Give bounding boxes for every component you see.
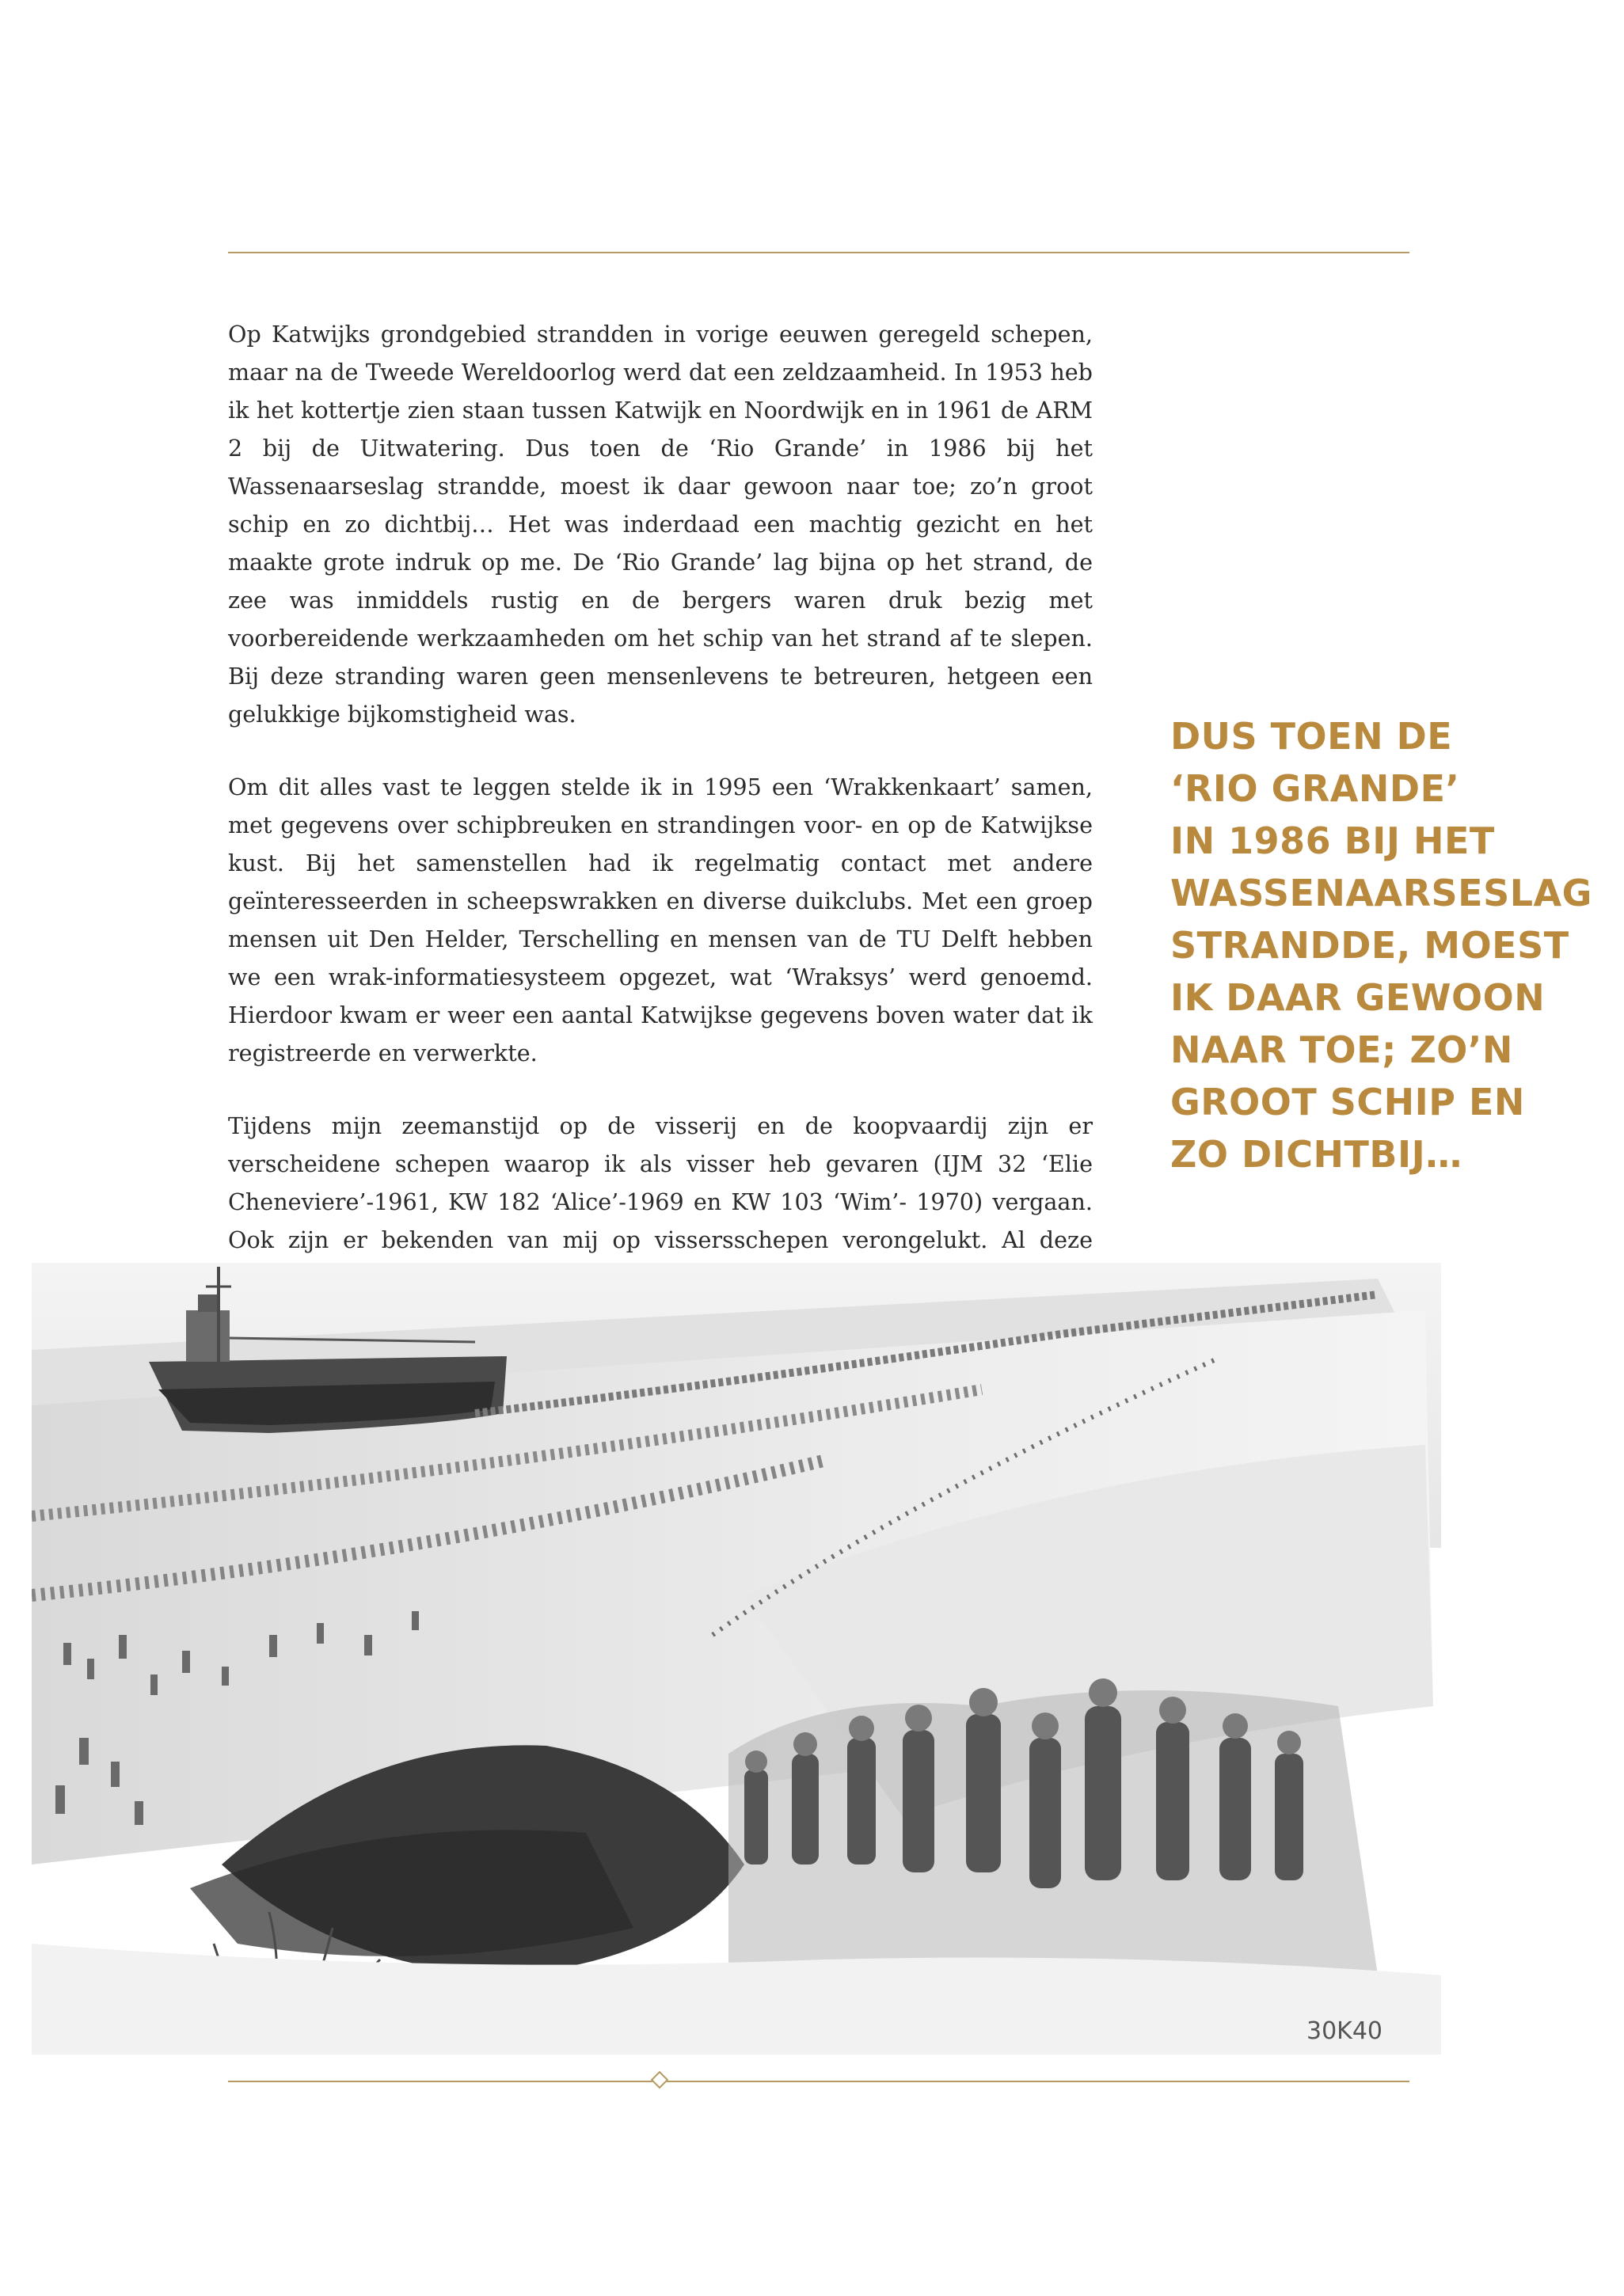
beach-stranding-illustration [32, 1263, 1441, 2055]
bottom-rule [228, 2081, 1409, 2082]
pull-quote-line: ‘RIO GRANDE’ [1170, 767, 1460, 810]
pull-quote-line: STRANDDE, MOEST [1170, 924, 1569, 967]
top-rule [228, 252, 1409, 253]
paragraph-3: Tijdens mijn zeemanstijd op de visserij en de koopvaardij zijn er verscheidene schepen waarop ik als visser heb gevaren (IJM 32 ‘Elie Cheneviere’-1961, KW 182 ‘Alice’-1969 en KW 103 ‘Wim’- 1970) vergaan. Ook zijn er bekenden van mij op vissersschepen verongelukt. Al deze [228, 1112, 1093, 1253]
diamond-ornament-icon [651, 2071, 669, 2089]
pull-quote [1170, 710, 1592, 1180]
paragraph-1: Op Katwijks grondgebied strandden in vorige eeuwen geregeld schepen, maar na de Tweede Wereldoorlog werd dat een zeldzaamheid. In 1953 heb ik het kottertje zien staan tussen Katwijk en Noordwijk en in 1961 de ARM 2 bij de Uitwatering. Dus toen de ‘Rio Grande’ in 1986 bij het Wassenaarseslag strandde, moest ik daar gewoon naar toe; zo’n groot schip en zo dichtbij… Het was inderdaad een machtig gezicht en het maakte grote indruk op me. De ‘Rio Grande’ lag bijna op het strand, de zee was inmiddels rustig en de bergers waren druk bezig met voorbereidende werkzaamheden om het schip van het strand af te slepen. Bij deze stranding waren geen mensenlevens te betreuren, hetgeen een gelukkige bijkomstigheid was. [228, 321, 1093, 728]
paragraph-2: Om dit alles vast te leggen stelde ik in 1995 een ‘Wrakkenkaart’ samen, met gegevens over schipbreuken en strandingen voor- en op de Katwijkse kust. Bij het samenstellen had ik regelmatig contact met andere geïnteresseerden in scheepswrakken en diverse duikclubs. Met een groep mensen uit Den Helder, Terschelling en mensen van de TU Delft hebben we een wrak-informatiesysteem opgezet, wat ‘Wraksys’ werd genoemd. Hierdoor kwam er weer een aantal Katwijkse gegevens boven water dat ik registreerde en verwerkte. [228, 774, 1093, 1066]
pull-quote-line: IK DAAR GEWOON [1170, 976, 1546, 1019]
pull-quote-line: NAAR TOE; ZO’N [1170, 1028, 1513, 1071]
pull-quote-line: IN 1986 BIJ HET [1170, 819, 1495, 862]
foreground-crowd [728, 1678, 1378, 1991]
pull-quote-line: GROOT SCHIP EN [1170, 1081, 1525, 1123]
artist-signature: 30K40 [1306, 2017, 1383, 2045]
pull-quote-line: ZO DICHTBIJ… [1170, 1133, 1462, 1176]
pull-quote-line: DUS TOEN DE [1170, 715, 1453, 758]
pull-quote-line: WASSENAARSESLAG [1170, 872, 1592, 914]
